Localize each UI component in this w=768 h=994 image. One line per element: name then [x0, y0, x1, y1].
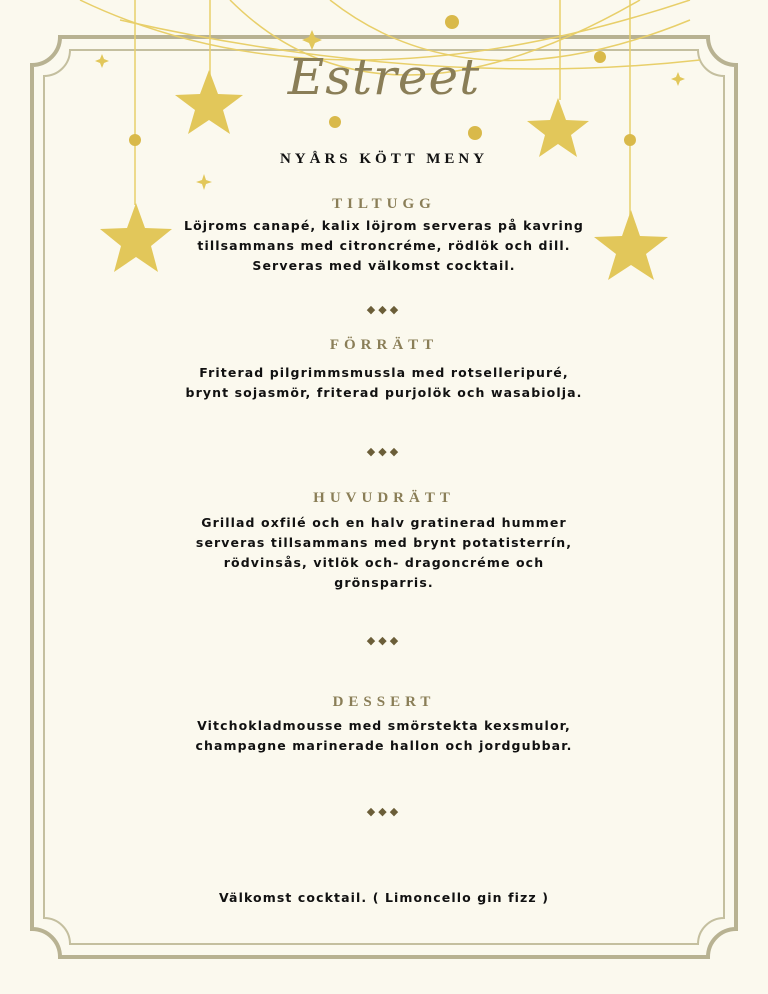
menu-line: Friterad pilgrimmsmussla med rotselleripuré,: [199, 365, 569, 380]
divider: ◆◆◆: [366, 805, 402, 818]
menu-line: Grillad oxfilé och en halv gratinerad hummer: [201, 515, 567, 530]
section-body-tiltugg: [150, 216, 618, 276]
menu-line: Löjroms canapé, kalix löjrom serveras på kavring: [184, 218, 584, 233]
menu-line: grönsparris.: [334, 575, 434, 590]
section-body-huvudratt: [150, 513, 618, 593]
menu-line: Serveras med välkomst cocktail.: [252, 258, 516, 273]
brand-logo: Estreet: [287, 48, 481, 106]
section-body-dessert: [150, 716, 618, 756]
menu-line: brynt sojasmör, friterad purjolök och wasabiolja.: [185, 385, 583, 400]
menu-line: rödvinsås, vitlök och- dragoncréme och: [223, 555, 545, 570]
welcome-cocktail-note: Välkomst cocktail. ( Limoncello gin fizz ): [218, 890, 550, 905]
section-heading-tiltugg: TILTUGG: [332, 196, 436, 212]
menu-line: tillsammans med citroncréme, rödlök och dill.: [197, 238, 571, 253]
divider: ◆◆◆: [366, 634, 402, 647]
menu-line: champagne marinerade hallon och jordgubbar.: [195, 738, 573, 753]
menu-title: NYÅRS KÖTT MENY: [279, 151, 489, 167]
section-body-forratt: [150, 363, 618, 403]
menu-line: serveras tillsammans med brynt potatisterrín,: [195, 535, 573, 550]
section-heading-dessert: DESSERT: [332, 694, 436, 710]
section-heading-forratt: FÖRRÄTT: [329, 337, 439, 353]
divider: ◆◆◆: [366, 303, 402, 316]
section-heading-huvudratt: HUVUDRÄTT: [313, 490, 455, 506]
menu-line: Vitchokladmousse med smörstekta kexsmulor,: [197, 718, 571, 733]
divider: ◆◆◆: [366, 445, 402, 458]
